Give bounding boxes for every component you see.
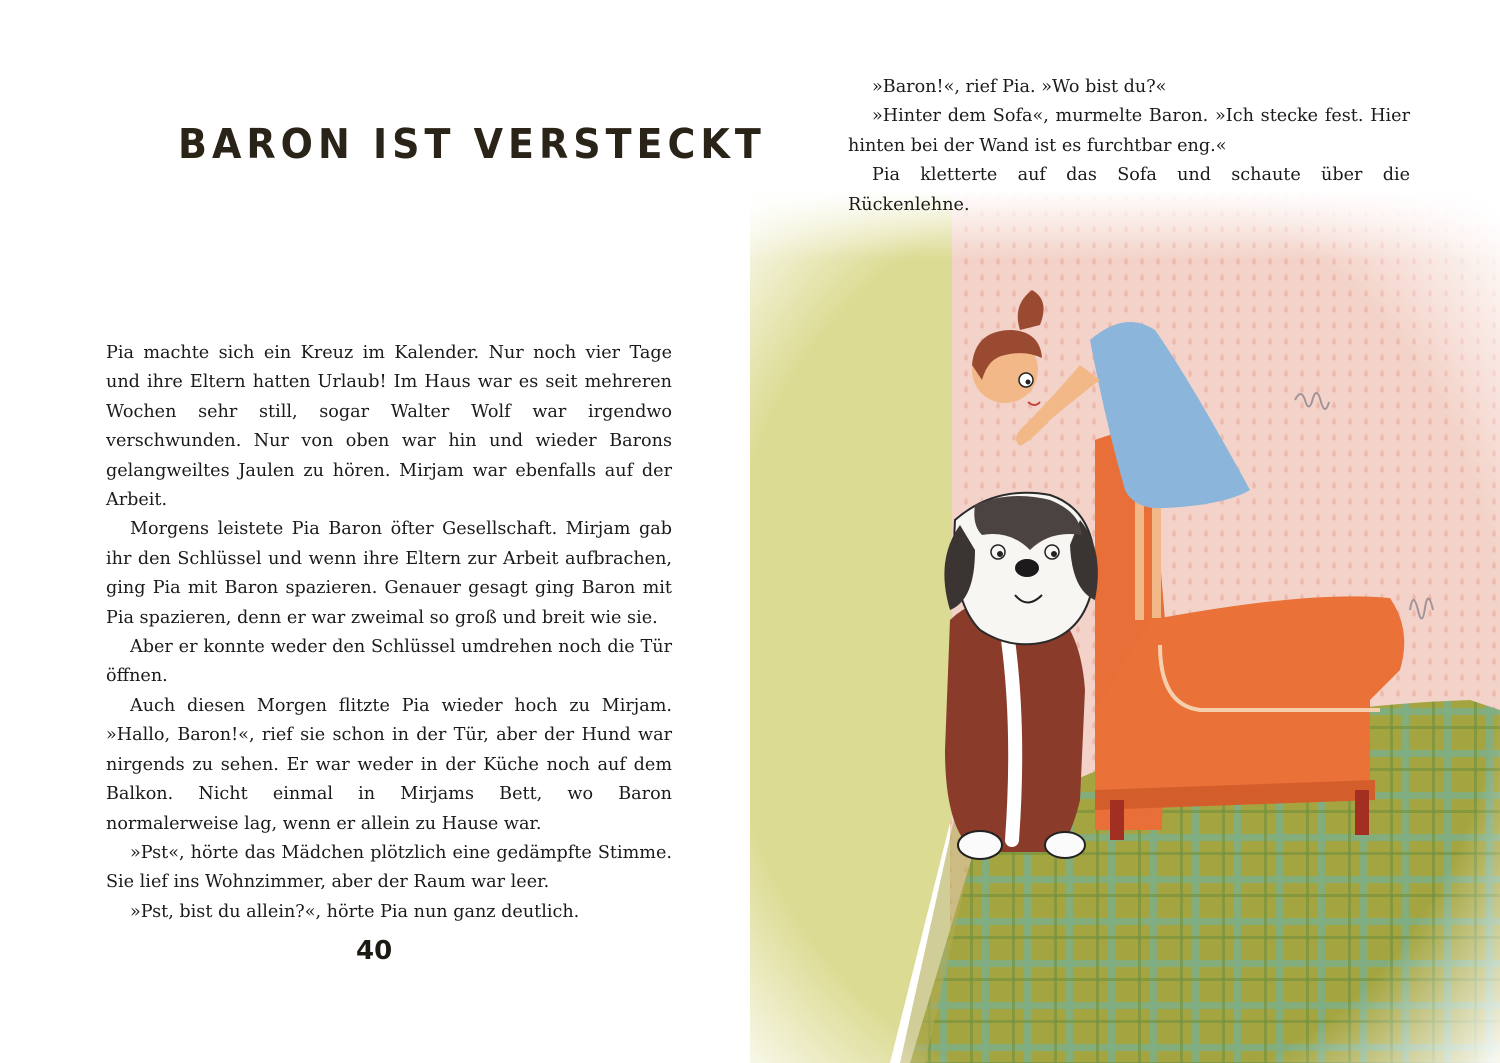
paragraph: Morgens leistete Pia Baron öfter Gesellschaft. Mirjam gab ihr den Schlüssel und wenn ihre Eltern zur Arbeit aufbrachen, ging Pia mit Baron spazieren. Genauer gesagt ging Baron mit Pia spazieren, denn er war zweimal so groß und breit wie sie. <box>106 519 672 628</box>
chapter-title: BARON IST VERSTECKT <box>178 120 766 168</box>
paragraph: Pia kletterte auf das Sofa und schaute über die Rückenlehne. <box>848 165 1410 215</box>
body-text <box>106 339 672 927</box>
top-text <box>848 73 1410 220</box>
paragraph: Pia machte sich ein Kreuz im Kalender. Nur noch vier Tage und ihre Eltern hatten Urlaub! Im Haus war es seit mehreren Wochen sehr still, sogar Walter Wolf war irgendwo verschwunden. Nur von oben war hin und wieder Barons gelangweiltes Jaulen zu hören. Mirjam war ebenfalls auf der Arbeit. <box>106 343 672 511</box>
paragraph: »Hinter dem Sofa«, murmelte Baron. »Ich stecke fest. Hier hinten bei der Wand ist es furchtbar eng.« <box>848 106 1410 156</box>
paragraph: »Pst, bist du allein?«, hörte Pia nun ganz deutlich. <box>130 901 580 922</box>
paragraph: Aber er konnte weder den Schlüssel umdrehen noch die Tür öffnen. <box>106 637 672 687</box>
page-number: 40 <box>356 936 393 966</box>
paragraph: Auch diesen Morgen flitzte Pia wieder hoch zu Mirjam. »Hallo, Baron!«, rief sie schon in der Tür, aber der Hund war nirgends zu sehen. Er war weder in der Küche noch auf dem Balkon. Nicht einmal in Mirjams Bett, wo Baron normalerweise lag, wenn er allein zu Hause war. <box>106 695 672 834</box>
illustration-dog-behind-sofa <box>750 190 1500 1063</box>
paragraph: »Pst«, hörte das Mädchen plötzlich eine gedämpfte Stimme. Sie lief ins Wohnzimmer, aber der Raum war leer. <box>106 842 672 893</box>
right-page <box>750 0 1500 1063</box>
paragraph: »Baron!«, rief Pia. »Wo bist du?« <box>872 77 1167 97</box>
